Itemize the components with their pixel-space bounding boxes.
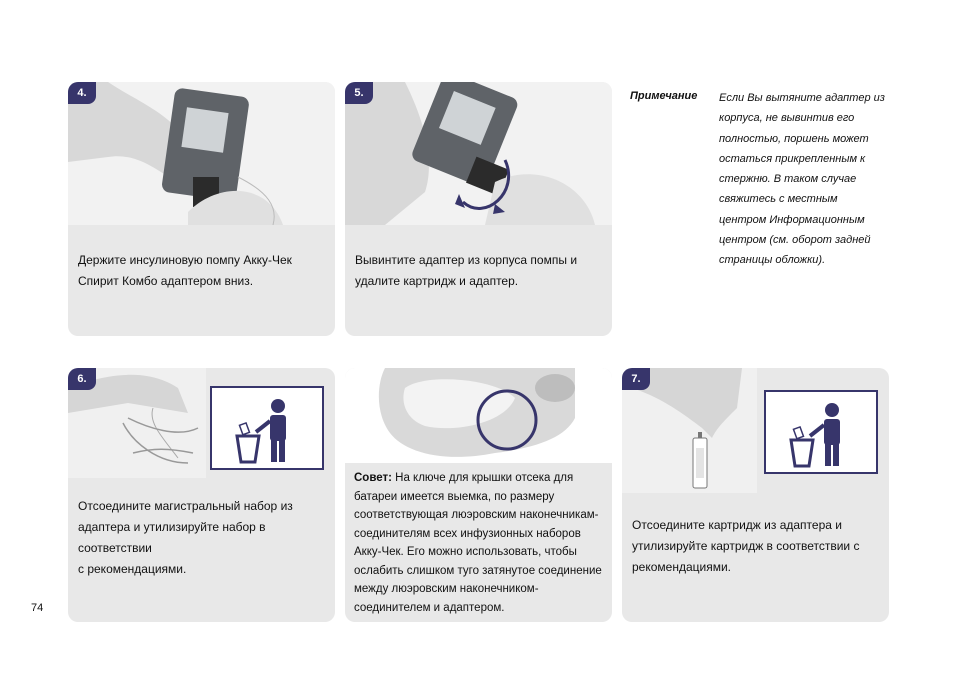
step-6-card xyxy=(68,368,335,622)
note-line: свяжитесь с местным xyxy=(719,193,838,206)
note-label: Примечание xyxy=(630,90,698,102)
note-line: корпуса, не вывинтив его xyxy=(719,112,855,125)
step-6-line-1: Отсоедините магистральный набор из xyxy=(78,499,293,513)
note-text xyxy=(719,88,889,271)
tip-text xyxy=(354,469,609,617)
step-6-badge: 6. xyxy=(68,368,96,390)
step-5-card xyxy=(345,82,612,336)
step-7-line-3: рекомендациями. xyxy=(632,560,731,574)
tip-line-1-text: На ключе для крышки отсека для xyxy=(391,472,574,484)
tip-line-1 xyxy=(354,469,609,488)
step-7-trash-box xyxy=(764,390,878,474)
step-6-line-3: с рекомендациями. xyxy=(78,562,187,576)
step-5-text xyxy=(355,250,605,292)
note-line: Если Вы вытяните адаптер из xyxy=(719,92,885,104)
step-4-card xyxy=(68,82,335,336)
note-line: центром (см. оборот задней xyxy=(719,234,871,247)
step-7-text xyxy=(632,515,887,578)
step-4-photo xyxy=(68,82,335,225)
step-7-line-1: Отсоедините картридж из адаптера и xyxy=(632,518,842,532)
step-5-badge: 5. xyxy=(345,82,373,104)
note-line: стержню. В таком случае xyxy=(719,173,857,186)
step-4-badge: 4. xyxy=(68,82,96,104)
tip-label: Совет: xyxy=(354,472,392,484)
tip-line-6: ослабить слишком туго затянутое соединение xyxy=(354,564,602,577)
note-line: остаться прикрепленным к xyxy=(719,152,866,165)
step-5-line-1: Вывинтите адаптер из корпуса помпы и xyxy=(355,253,578,267)
tip-line-4: соединителям всех инфузионных наборов xyxy=(354,527,581,540)
step-4-line-1: Держите инсулиновую помпу Акку-Чек xyxy=(78,253,292,267)
step-4-line-2: Спирит Комбо адаптером вниз. xyxy=(78,274,254,288)
step-7-badge: 7. xyxy=(622,368,650,390)
tip-line-3: соответствующая люэровским наконечникам- xyxy=(354,509,599,521)
note-line: страницы обложки). xyxy=(719,254,826,267)
pump-unscrew-illustration xyxy=(345,82,612,225)
page-number: 74 xyxy=(31,602,44,614)
tip-line-5: Акку-Чек. Его можно использовать, чтобы xyxy=(354,546,577,558)
tip-card xyxy=(345,368,612,622)
step-4-text xyxy=(78,250,328,292)
step-6-line-2: адаптера и утилизируйте набор в соответствии xyxy=(78,520,266,555)
note-line: центром Информационным xyxy=(719,213,865,226)
trash-disposal-icon xyxy=(766,392,876,472)
step-6-text xyxy=(78,496,333,580)
step-5-photo xyxy=(345,82,612,225)
tip-line-8: соединителем и адаптером. xyxy=(354,601,505,614)
step-5-line-2: удалите картридж и адаптер. xyxy=(355,274,519,288)
note-line: полностью, поршень может xyxy=(719,132,869,145)
tip-photo xyxy=(345,368,612,463)
step-7-card xyxy=(622,368,889,622)
tip-line-7: между люэровским наконечником- xyxy=(354,583,539,595)
pump-holding-illustration xyxy=(68,82,335,225)
battery-key-illustration xyxy=(345,368,612,463)
trash-disposal-icon xyxy=(212,388,322,468)
step-7-line-2: утилизируйте картридж в соответствии с xyxy=(632,539,860,553)
tip-line-2: батареи имеется выемка, по размеру xyxy=(354,490,555,503)
step-6-trash-box xyxy=(210,386,324,470)
